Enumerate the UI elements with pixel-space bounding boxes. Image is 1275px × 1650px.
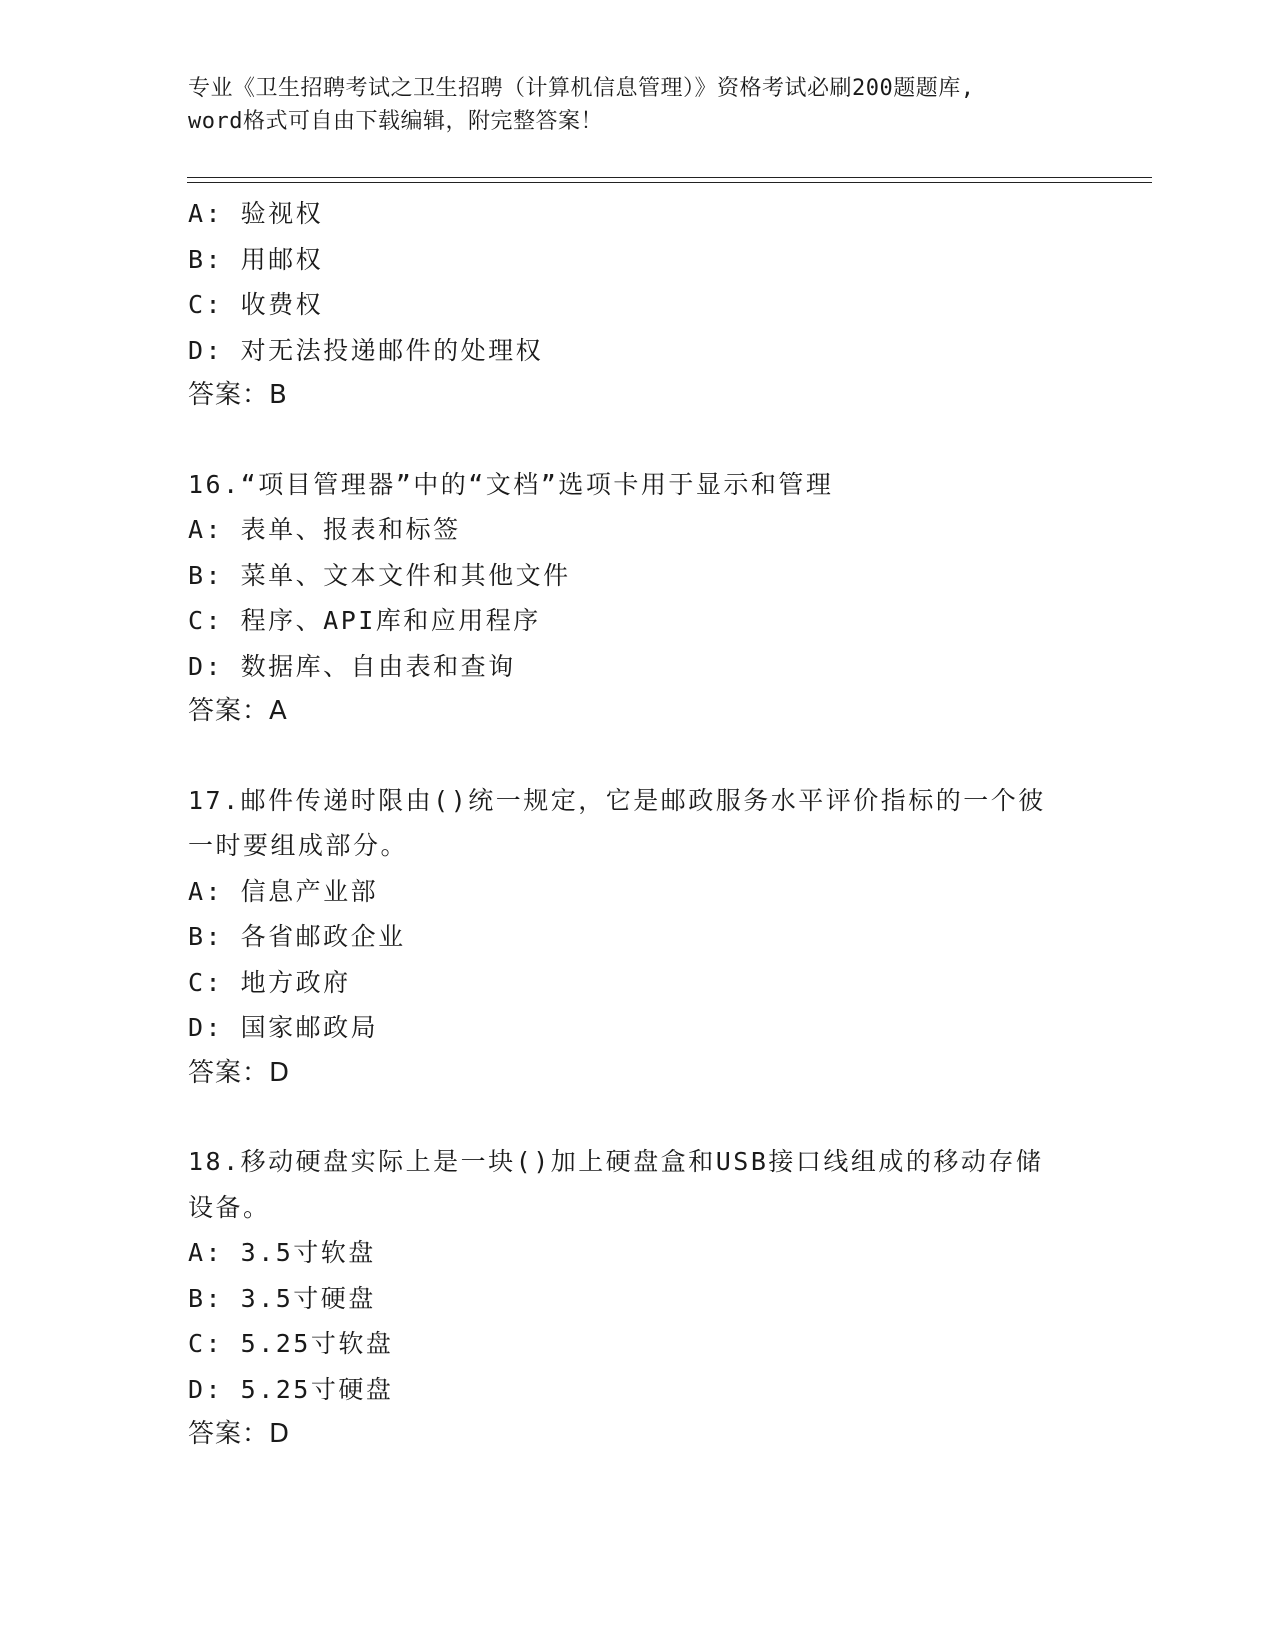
option-b: B: 各省邮政企业	[188, 922, 406, 951]
option-d: D: 对无法投递邮件的处理权	[188, 335, 544, 365]
question-list	[188, 191, 1088, 1458]
spacer	[188, 735, 1088, 778]
option-a: A: 验视权	[188, 199, 324, 228]
spacer	[188, 419, 1088, 462]
question-stem-continued: 一时要组成部分。	[188, 831, 409, 860]
question-stem: 16.“项目管理器”中的“文档”选项卡用于显示和管理	[188, 469, 834, 499]
option-a: A: 信息产业部	[188, 876, 379, 906]
spacer	[188, 1096, 1088, 1139]
option-b: B: 用邮权	[188, 244, 324, 274]
option-a: A: 3.5寸软盘	[188, 1238, 376, 1267]
question-stem: 17.邮件传递时限由()统一规定，它是邮政服务水平评价指标的一个彼	[188, 785, 1046, 815]
option-b: B: 菜单、文本文件和其他文件	[188, 560, 571, 590]
answer-line: 答案：D	[188, 1419, 291, 1449]
question-stem: 18.移动硬盘实际上是一块()加上硬盘盒和USB接口线组成的移动存储	[188, 1147, 1044, 1176]
answer-line: 答案：B	[188, 380, 288, 410]
question-stem-continued: 设备。	[188, 1192, 271, 1222]
option-d: D: 国家邮政局	[188, 1013, 379, 1042]
question-16	[188, 462, 1088, 735]
question-15-fragment	[188, 191, 1088, 419]
option-d: D: 数据库、自由表和查询	[188, 651, 516, 681]
answer-line: 答案：A	[188, 696, 288, 726]
option-d: D: 5.25寸硬盘	[188, 1374, 394, 1404]
header-divider-top	[187, 177, 1152, 178]
option-c: C: 程序、API库和应用程序	[188, 606, 541, 635]
header-title-line-2: word格式可自由下载编辑，附完整答案！	[188, 109, 603, 134]
option-b: B: 3.5寸硬盘	[188, 1283, 376, 1313]
option-c: C: 5.25寸软盘	[188, 1329, 394, 1358]
answer-line: 答案：D	[188, 1057, 291, 1088]
document-header	[188, 72, 1088, 138]
question-18	[188, 1139, 1088, 1458]
option-a: A: 表单、报表和标签	[188, 515, 461, 544]
option-c: C: 收费权	[188, 290, 324, 319]
question-17	[188, 778, 1088, 1097]
option-c: C: 地方政府	[188, 967, 351, 997]
header-title-line-1: 专业《卫生招聘考试之卫生招聘（计算机信息管理）》资格考试必刷200题题库,	[188, 76, 975, 101]
header-divider-bottom	[187, 182, 1152, 183]
